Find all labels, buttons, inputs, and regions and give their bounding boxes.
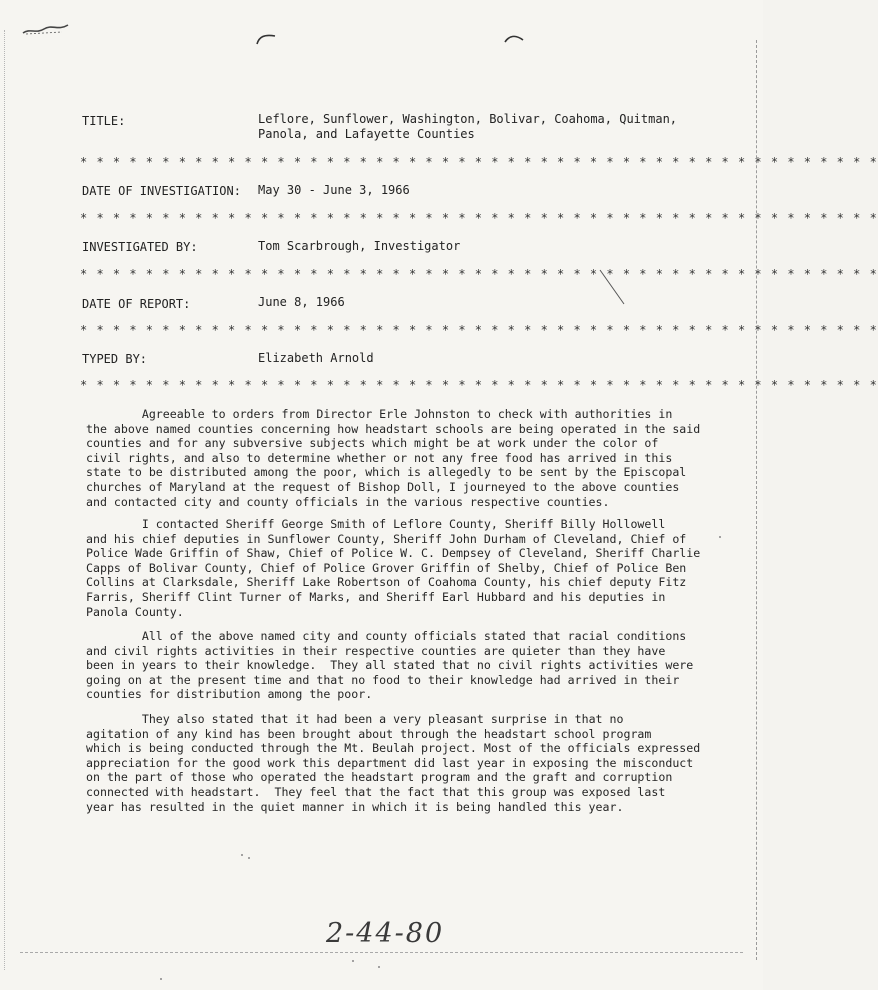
typed-by-value: Elizabeth Arnold: [258, 351, 374, 365]
date-of-report-value: June 8, 1966: [258, 295, 345, 309]
handwritten-file-number: 2-44-80: [326, 918, 445, 949]
body-paragraph-1: Agreeable to orders from Director Erle Johnston to check with authorities in the above named counties concerning how headstart schools are being operated in the said counties and for any subversive subjects which might be at work under the color of civil rights, and also to determine whether or not any free food has arrived in this state to be distributed among the poor, which is allegedly to be sent by the Episcopal churches of Maryland at the request of Bishop Doll, I journeyed to the above counties and contacted city and county officials in the various respective counties.: [86, 407, 701, 509]
pen-stroke-mark: [598, 268, 628, 308]
page-right-edge: [755, 40, 757, 960]
page-left-edge: [4, 30, 6, 970]
investigated-by-value: Tom Scarbrough, Investigator: [258, 239, 461, 253]
body-paragraph-2: I contacted Sheriff George Smith of Leflore County, Sheriff Billy Hollowell and his chief deputies in Sunflower County, Sheriff John Durham of Cleveland, Chief of Police Wade Griffin of Shaw, Chief of Police W. C. Dempsey of Cleveland, Sheriff Charlie Capps of Bolivar County, Chief of Police Grover Griffin of Shelby, Chief of Police Ben Collins at Clarksdale, Sheriff Lake Robertson of Coahoma County, his chief deputy Fitz Farris, Sheriff Clint Turner of Marks, and Sheriff Earl Hubbard and his deputies in Panola County.: [86, 517, 701, 619]
separator-row: * * * * * * * * * * * * * * * * * * * * * * * * * * * * * * * * * * * * * * * * * * * * * * * * *: [80, 267, 878, 281]
title-value-line2: Panola, and Lafayette Counties: [258, 127, 475, 141]
separator-row: * * * * * * * * * * * * * * * * * * * * * * * * * * * * * * * * * * * * * * * * * * * * * * * * *: [80, 323, 878, 337]
date-of-investigation-value: May 30 - June 3, 1966: [258, 183, 410, 197]
page-bottom-edge: [20, 952, 743, 954]
investigated-by-label: INVESTIGATED BY:: [82, 240, 198, 254]
corner-scribble-mark: [22, 22, 70, 36]
title-label: TITLE:: [82, 114, 126, 128]
date-of-report-label: DATE OF REPORT:: [82, 297, 191, 311]
typed-by-label: TYPED BY:: [82, 352, 148, 366]
separator-row: * * * * * * * * * * * * * * * * * * * * * * * * * * * * * * * * * * * * * * * * * * * * * * * * *: [80, 378, 878, 392]
separator-row: * * * * * * * * * * * * * * * * * * * * * * * * * * * * * * * * * * * * * * * * * * * * * * * * *: [80, 211, 878, 225]
title-value-line1: Leflore, Sunflower, Washington, Bolivar, Coahoma, Quitman,: [258, 112, 678, 126]
staple-mark-left: [255, 32, 277, 46]
body-paragraph-3: All of the above named city and county officials stated that racial conditions and civil rights activities in their respective counties are quieter than they have been in years to their knowledge. They all stated that no civil rights activities were going on at the present time and that no food to their knowledge had arrived in their counties for distribution among the poor.: [86, 629, 694, 702]
staple-mark-right: [503, 32, 525, 46]
separator-row: * * * * * * * * * * * * * * * * * * * * * * * * * * * * * * * * * * * * * * * * * * * * * * * * *: [80, 155, 878, 169]
date-of-investigation-label: DATE OF INVESTIGATION:: [82, 184, 241, 198]
body-paragraph-4: They also stated that it had been a very pleasant surprise in that no agitation of any kind has been brought about through the headstart school program which is being conducted through the Mt. Beulah project. Most of the officials expressed appreciation for the good work this department did last year in exposing the misconduct on the part of those who operated the headstart program and the graft and corruption connected with headstart. They feel that the fact that this group was exposed last year has resulted in the quiet manner in which it is being handled this year.: [86, 712, 701, 814]
